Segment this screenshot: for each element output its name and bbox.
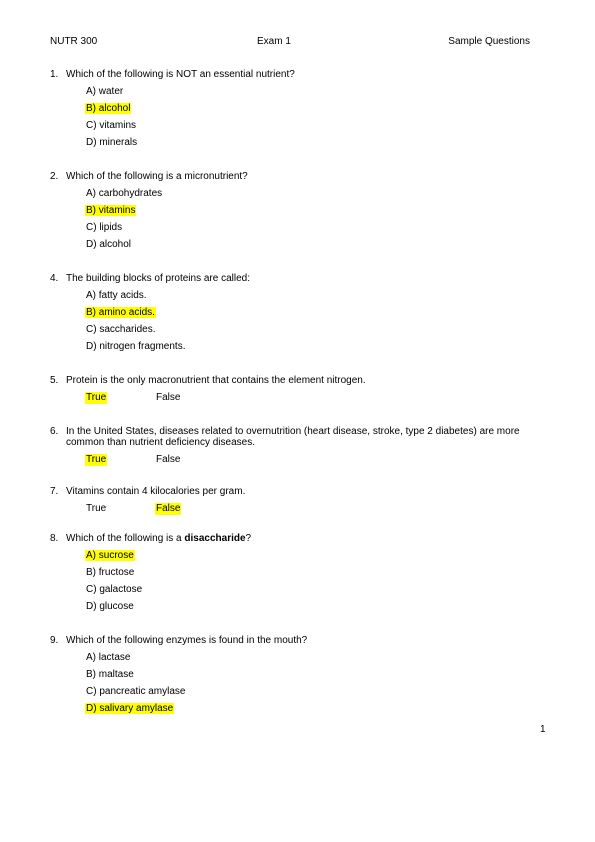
false-option: False <box>156 454 181 465</box>
option-a-answer: A) sucrose <box>86 550 134 561</box>
option-list <box>50 188 540 256</box>
true-option-answer: True <box>86 454 107 465</box>
option-c: C) pancreatic amylase <box>86 686 186 697</box>
question-6 <box>50 426 540 468</box>
option-list <box>50 652 540 720</box>
question-4 <box>50 273 540 358</box>
question-stem <box>50 69 540 80</box>
question-text: In the United States, diseases related to overnutrition (heart disease, stroke, type 2 diabetes) are more common than nutrient deficiency diseases. <box>66 426 520 448</box>
option-b: B) fructose <box>86 567 135 578</box>
option-c: C) galactose <box>86 584 143 595</box>
option-list <box>50 86 540 154</box>
question-stem <box>50 635 540 646</box>
question-text: Which of the following enzymes is found in the mouth? <box>66 635 308 646</box>
option-d: D) nitrogen fragments. <box>86 341 186 352</box>
exam-title: Exam 1 <box>257 36 291 47</box>
option-list <box>50 290 540 358</box>
true-false-options <box>50 454 540 468</box>
false-option-answer: False <box>156 503 181 514</box>
question-8 <box>50 533 540 618</box>
option-d: D) alcohol <box>86 239 132 250</box>
true-option-answer: True <box>86 392 107 403</box>
question-number: 9. <box>50 635 59 646</box>
question-number: 6. <box>50 426 59 437</box>
question-text: Vitamins contain 4 kilocalories per gram. <box>66 486 246 497</box>
false-option: False <box>156 392 181 403</box>
question-7 <box>50 486 540 517</box>
question-text: Which of the following is NOT an essential nutrient? <box>66 69 295 80</box>
option-a: A) lactase <box>86 652 131 663</box>
question-text: Which of the following is a micronutrient? <box>66 171 248 182</box>
option-d: D) minerals <box>86 137 138 148</box>
question-number: 5. <box>50 375 59 386</box>
question-stem <box>50 426 540 448</box>
question-stem <box>50 273 540 284</box>
option-b-answer: B) alcohol <box>86 103 131 114</box>
question-number: 4. <box>50 273 59 284</box>
option-d: D) glucose <box>86 601 134 612</box>
option-a: A) fatty acids. <box>86 290 147 301</box>
option-c: C) saccharides. <box>86 324 156 335</box>
question-9 <box>50 635 540 720</box>
option-b: B) maltase <box>86 669 134 680</box>
option-c: C) vitamins <box>86 120 137 131</box>
question-text-end: ? <box>245 533 252 544</box>
question-text-start: Which of the following is a <box>66 533 185 544</box>
option-b-answer: B) amino acids. <box>86 307 155 318</box>
option-b-answer: B) vitamins <box>86 205 136 216</box>
true-false-options <box>50 503 540 517</box>
question-stem <box>50 533 540 544</box>
question-1 <box>50 69 540 154</box>
page-number: 1 <box>540 724 546 735</box>
true-option: True <box>86 503 107 514</box>
question-number: 8. <box>50 533 59 544</box>
question-stem <box>50 375 540 386</box>
question-stem <box>50 171 540 182</box>
course-code: NUTR 300 <box>50 36 98 47</box>
question-number: 7. <box>50 486 59 497</box>
question-2 <box>50 171 540 256</box>
question-keyword: disaccharide <box>184 533 246 544</box>
question-text: Protein is the only macronutrient that contains the element nitrogen. <box>66 375 366 386</box>
option-d-answer: D) salivary amylase <box>86 703 174 714</box>
question-number: 2. <box>50 171 59 182</box>
question-number: 1. <box>50 69 59 80</box>
page-header <box>50 36 530 50</box>
true-false-options <box>50 392 540 406</box>
question-5 <box>50 375 540 406</box>
question-text: The building blocks of proteins are called: <box>66 273 250 284</box>
option-c: C) lipids <box>86 222 123 233</box>
document-label: Sample Questions <box>448 36 530 47</box>
option-a: A) water <box>86 86 124 97</box>
option-a: A) carbohydrates <box>86 188 163 199</box>
option-list <box>50 550 540 618</box>
question-stem <box>50 486 540 497</box>
